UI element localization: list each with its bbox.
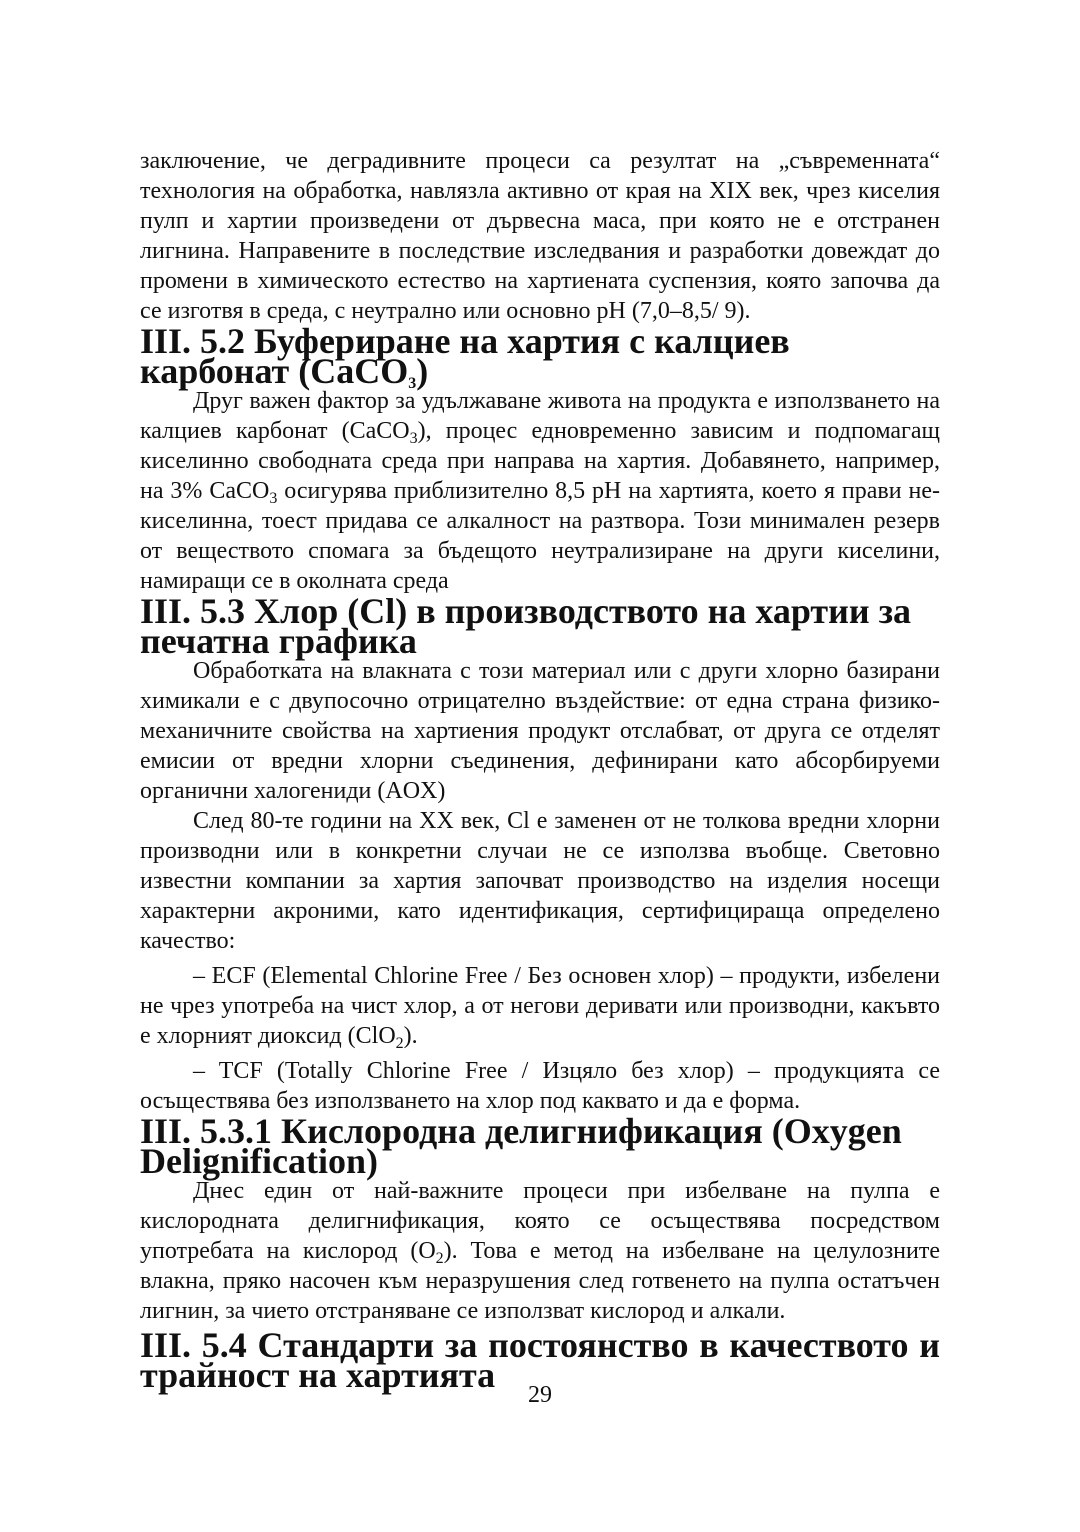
paragraph-oxygen-delignification — [140, 1176, 940, 1326]
heading-5-2-subscript: 3 — [408, 375, 417, 392]
page-number: 29 — [528, 1382, 552, 1408]
heading-5-2-buffering — [140, 321, 940, 392]
list-item-ecf-text: – ECF (Elemental Chlorine Free / Без основен хлор) – продукти, избелени не чрез употреба на чист хлор, а от негови деривати или производни, какъвто е хлорният диоксид (ClO — [140, 963, 940, 1049]
list-item-tcf: – TCF (Totally Chlorine Free / Изцяло без хлор) – продукцията се осъществява без използването на хлор под каквато и да е форма. — [140, 1058, 940, 1114]
paragraph-after-80s: След 80-те години на XX век, Cl е заменен от не толкова вредни хлорни производни или в конкретни случаи не се използва въобще. Световно известни компании за хартия започват производство на изделия носещи характерни акроними, като идентификация, сертифицираща определено качество: — [140, 808, 940, 954]
paragraph-chlorine-treatment: Обработката на влакната с този материал или с други хлорно базирани химикали е с двупосочно отрицателно въздействие: от една страна физико-механичните свойства на хартиения продукт отслабват, от друга се отделят емисии от вредни хлорни съединения, дефинирани като абсорбируеми органични халогениди (AOX) — [140, 658, 940, 804]
paragraph-5-subscript: 2 — [435, 1250, 444, 1267]
paragraph-calcium-carbonate — [140, 386, 940, 596]
paragraph-5-part-2: ). Това е метод на избелване на целулозните влакна, пряко насочен към неразрушения след готвенето на пулпа остатъчен лигнин, за чието отстраняване се използват кислород и алкали. — [140, 1238, 941, 1324]
heading-5-4-standards: III. 5.4 Стандарти за постоянство в качеството и трайност на хартията — [140, 1325, 940, 1395]
heading-5-3-chlorine: III. 5.3 Хлор (Cl) в производството на хартии за печатна графика — [140, 591, 912, 661]
paragraph-2-part-2: ), процес едновременно зависим и подпомагащ киселинно свободната среда при направа на хартия. Добавянето, например, на 3% CaCO — [140, 418, 940, 504]
heading-5-2-close: ) — [416, 351, 429, 391]
paragraph-5-part-1: Днес един от най-важните процеси при избелване на пулпа е кислородната делигнификация, която се осъществява посредством употребата на кислород (O — [140, 1178, 940, 1264]
heading-5-3-1-oxygen-delignification: III. 5.3.1 Кислородна делигнификация (Oxygen Delignification) — [140, 1111, 902, 1181]
paragraph-2-part-3: осигурява приблизително 8,5 pH на хартията, което я прави не-киселинна, тоест придава се алкалност на разтвора. Този минимален резерв от веществото спомага за бъдещото неутрализиране на други киселини, намиращи се в околната среда — [140, 478, 940, 594]
list-item-ecf — [140, 961, 940, 1051]
paragraph-2-part-1: Друг важен фактор за удължаване живота на продукта е използването на калциев карбонат (CaCO — [140, 388, 940, 444]
paragraph-2-subscript-2: 3 — [269, 490, 278, 507]
heading-5-2-text: III. 5.2 Буфериране на хартия с калциев карбонат (CaCO — [140, 321, 790, 391]
list-item-ecf-close: ). — [403, 1023, 418, 1049]
paragraph-2-subscript-1: 3 — [409, 430, 418, 447]
paragraph-intro-continuation: заключение, че деградивните процеси са резултат на „съвременната“ технология на обработка, навлязла активно от края на XIX век, чрез киселия пулп и хартии произведени от дървесна маса, при която не е отстранен лигнина. Направените в последствие изследвания и разработки довеждат до промени в химическото естество на хартиената суспензия, която започва да се изготвя в среда, с неутрално или основно pH (7,0–8,5/ 9). — [140, 148, 940, 324]
list-item-ecf-subscript: 2 — [395, 1035, 404, 1052]
